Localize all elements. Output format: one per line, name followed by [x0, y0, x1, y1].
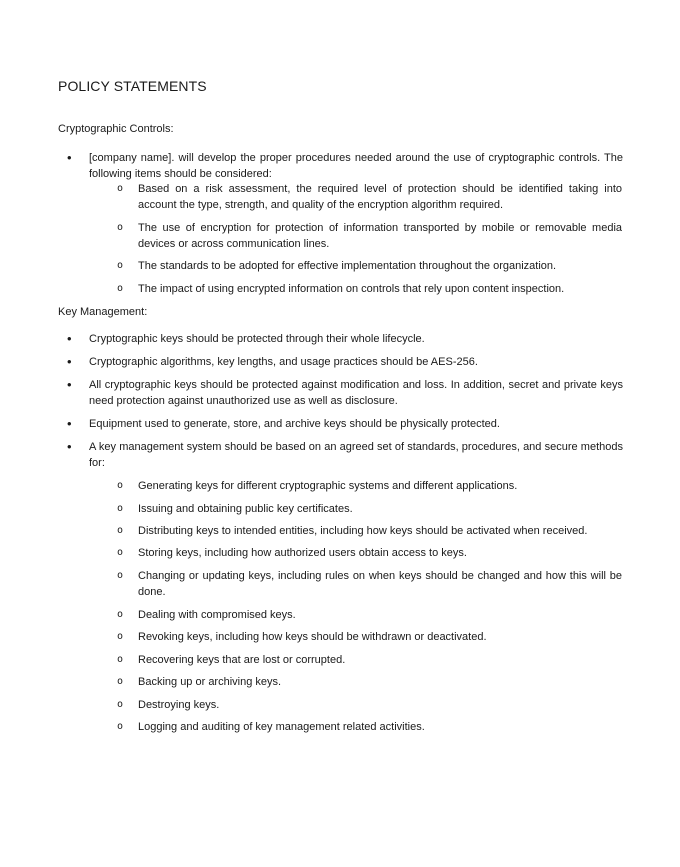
sub-list-item: o The use of encryption for protection of information transported by mobile or removable media devices or across communication lines. [138, 220, 622, 252]
list-item: • Cryptographic keys should be protected through their whole lifecycle. [89, 331, 623, 347]
sub-list-item: o Distributing keys to intended entities, including how keys should be activated when received. [138, 523, 622, 539]
section-heading-key-management: Key Management: [58, 306, 148, 318]
page-title: POLICY STATEMENTS [58, 78, 207, 94]
list-item: • All cryptographic keys should be protected against modification and loss. In addition, secret and private keys need protection against unauthorized use as well as disclosure. [89, 377, 623, 409]
sub-list-item: o Based on a risk assessment, the required level of protection should be identified taking into account the type, strength, and quality of the encryption algorithm required. [138, 181, 622, 213]
sub-list-item: o Dealing with compromised keys. [138, 607, 622, 623]
sub-list-item: o Recovering keys that are lost or corrupted. [138, 652, 622, 668]
sub-list-item: o Changing or updating keys, including rules on when keys should be changed and how this will be done. [138, 568, 622, 600]
list-item: • Cryptographic algorithms, key lengths, and usage practices should be AES-256. [89, 354, 623, 370]
section-heading-cryptographic-controls: Cryptographic Controls: [58, 123, 174, 135]
sub-list-item: o Generating keys for different cryptographic systems and different applications. [138, 478, 622, 494]
sub-list-item: o Storing keys, including how authorized users obtain access to keys. [138, 545, 622, 561]
sub-list-item: o Backing up or archiving keys. [138, 674, 622, 690]
list-item: • Equipment used to generate, store, and archive keys should be physically protected. [89, 416, 623, 432]
sub-list-item: o Issuing and obtaining public key certificates. [138, 501, 622, 517]
sub-list-item: o Revoking keys, including how keys should be withdrawn or deactivated. [138, 629, 622, 645]
sub-list-item: o Logging and auditing of key management related activities. [138, 719, 622, 735]
sub-list-item: o Destroying keys. [138, 697, 622, 713]
sub-list-item: o The standards to be adopted for effective implementation throughout the organization. [138, 258, 622, 274]
list-item: • [company name]. will develop the proper procedures needed around the use of cryptographic controls. The following items should be considered: [89, 150, 623, 182]
list-item: • A key management system should be based on an agreed set of standards, procedures, and secure methods for: [89, 439, 623, 471]
sub-list-item: o The impact of using encrypted information on controls that rely upon content inspection. [138, 281, 622, 297]
